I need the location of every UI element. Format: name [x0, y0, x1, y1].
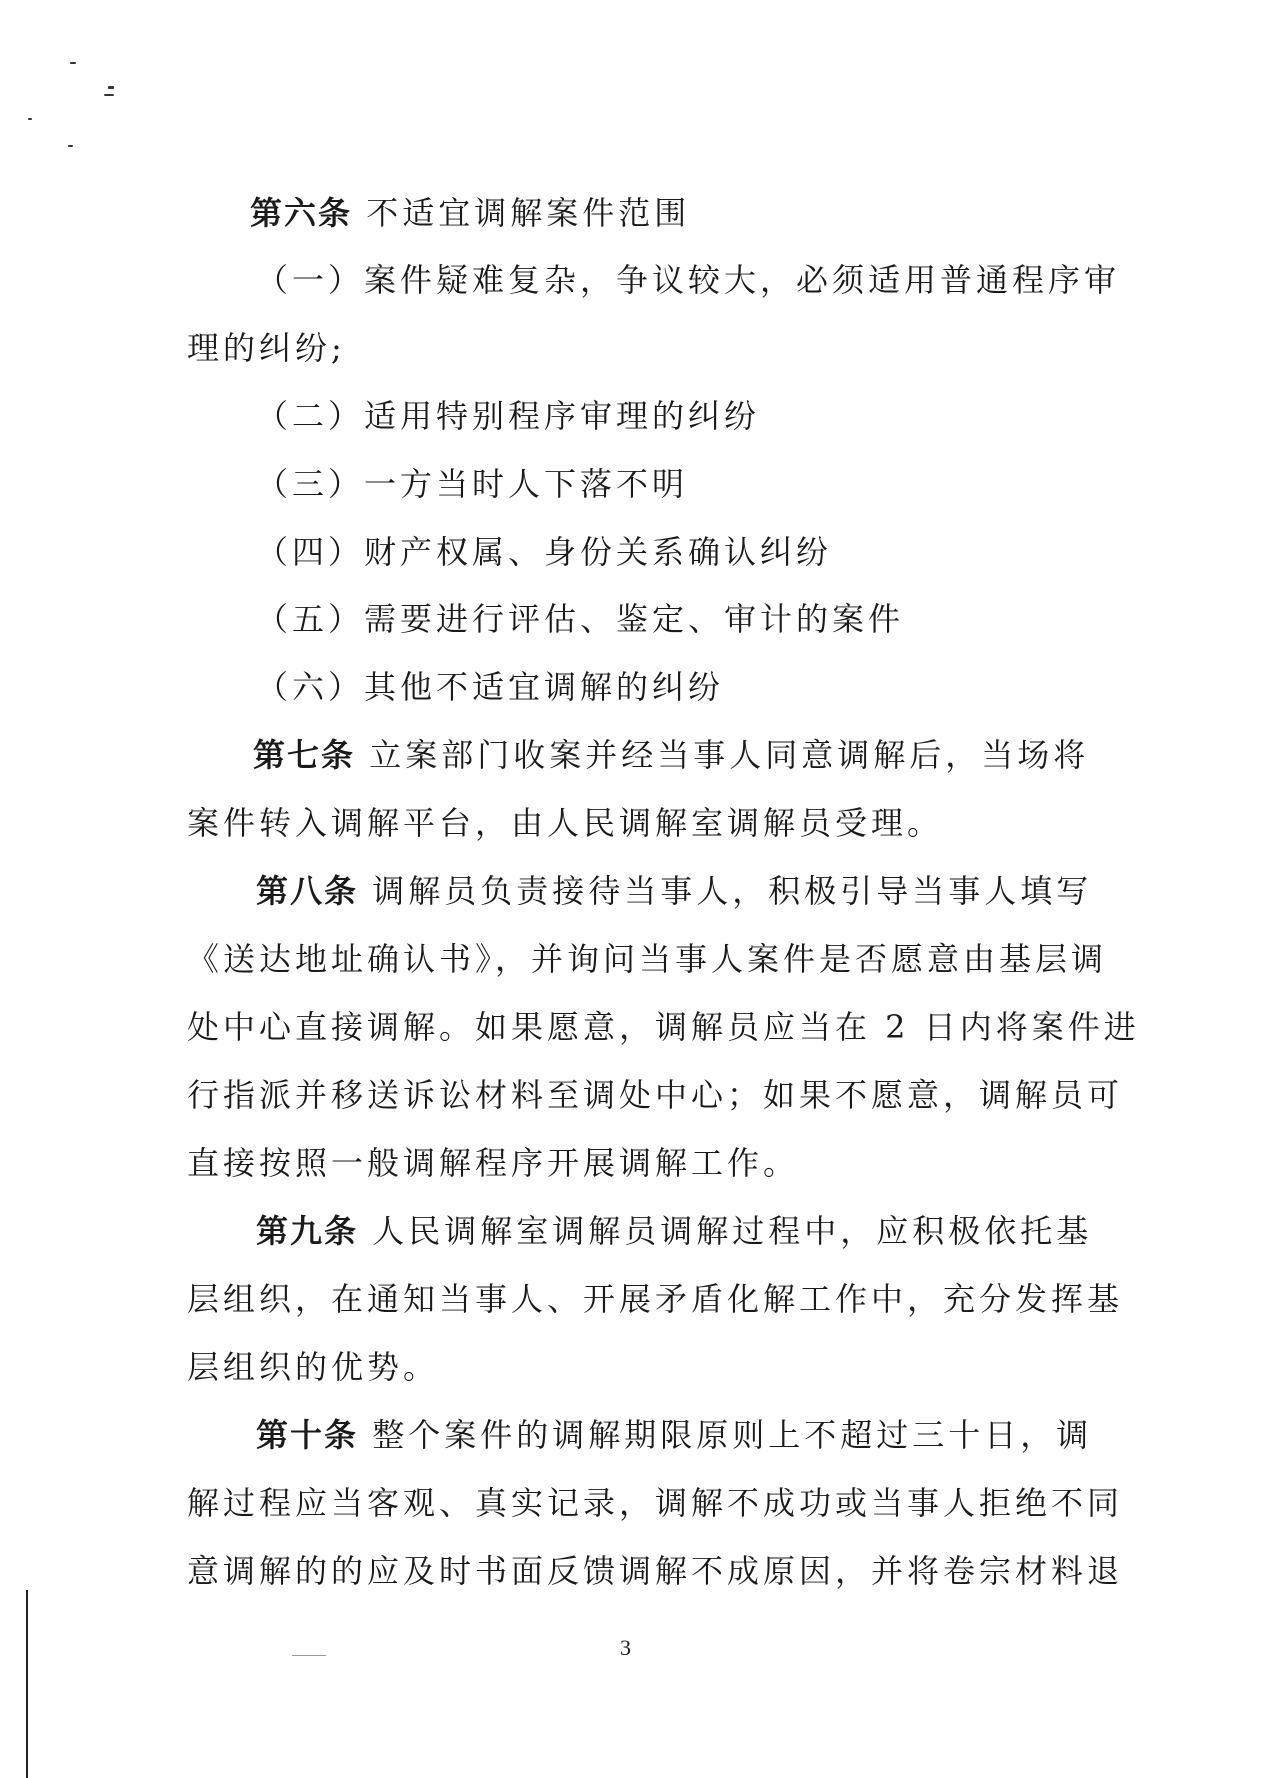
article-9-text: 人民调解室调解员调解过程中，应积极依托基 [358, 1212, 1093, 1250]
article-6-heading [250, 193, 690, 233]
article-10-text: 整个案件的调解期限原则上不超过三十日，调 [358, 1416, 1093, 1454]
article-6-title: 不适宜调解案件范围 [352, 194, 691, 232]
article-6-item-2: （二）适用特别程序审理的纠纷 [256, 397, 761, 435]
article-8-label: 第八条 [256, 872, 359, 910]
article-10-cont-1: 解过程应当客观、真实记录，调解不成功或当事人拒绝不同 [187, 1484, 1124, 1522]
article-9-cont-2: 层组织的优势。 [187, 1348, 440, 1386]
article-6-item-3: （三）一方当时人下落不明 [256, 465, 689, 503]
article-8-cont-4: 直接按照一般调解程序开展调解工作。 [187, 1144, 800, 1182]
article-10-label: 第十条 [256, 1416, 359, 1454]
article-8-text: 调解员负责接待当事人，积极引导当事人填写 [358, 872, 1093, 910]
article-10-para [256, 1415, 1092, 1455]
article-6-item-1-cont: 理的纠纷; [187, 329, 346, 367]
article-10-cont-2: 意调解的的应及时书面反馈调解不成原因，并将卷宗材料退 [187, 1552, 1124, 1590]
article-6-item-5: （五）需要进行评估、鉴定、审计的案件 [256, 600, 905, 638]
page-number: 3 [620, 1635, 631, 1660]
article-9-label: 第九条 [256, 1212, 359, 1250]
article-7-text: 立案部门收案并经当事人同意调解后，当场将 [355, 736, 1090, 774]
scan-faint-mark [292, 1655, 326, 1656]
article-7-cont: 案件转入调解平台，由人民调解室调解员受理。 [187, 804, 944, 842]
article-6-label: 第六条 [250, 194, 353, 232]
scan-edge-line [26, 1590, 28, 1778]
article-9-para [256, 1211, 1092, 1251]
article-8-cont-1: 《送达地址确认书》，并询问当事人案件是否愿意由基层调 [187, 940, 1108, 978]
article-8-cont-3: 行指派并移送诉讼材料至调处中心；如果不愿意，调解员可 [187, 1076, 1124, 1114]
article-9-cont-1: 层组织，在通知当事人、开展矛盾化解工作中，充分发挥基 [187, 1280, 1124, 1318]
article-6-item-1: （一）案件疑难复杂，争议较大，必须适用普通程序审 [256, 261, 1121, 299]
article-8-para [256, 871, 1092, 911]
article-7-label: 第七条 [253, 736, 356, 774]
article-6-item-6: （六）其他不适宜调解的纠纷 [256, 668, 725, 706]
article-8-cont-2: 处中心直接调解。如果愿意，调解员应当在 2 日内将案件进 [187, 1008, 1140, 1046]
article-6-item-4: （四）财产权属、身份关系确认纠纷 [256, 533, 833, 571]
article-7-para [253, 735, 1089, 775]
